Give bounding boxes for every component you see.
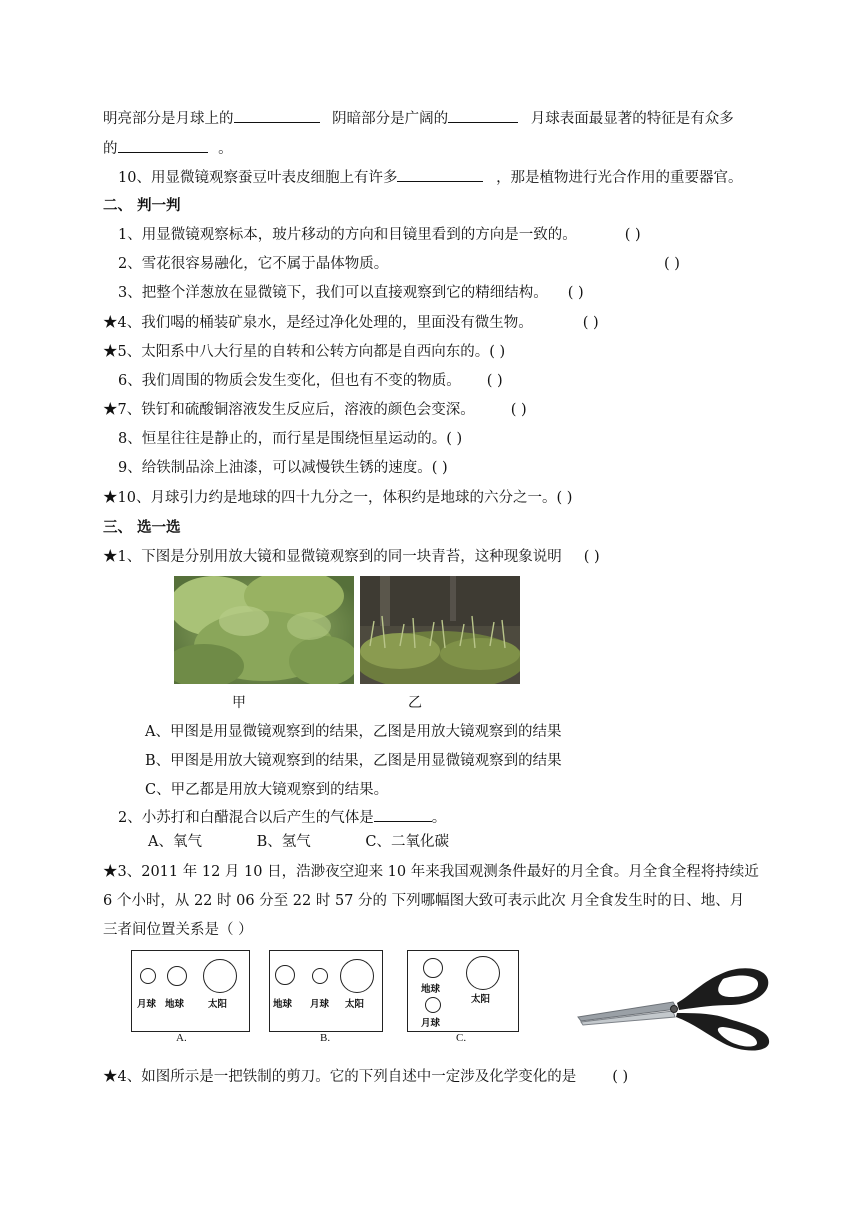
judge-item-6: 6、我们周围的物质会发生变化，但也有不变的物质。 ( ) bbox=[118, 373, 503, 389]
diagram-label: 月球 bbox=[421, 1018, 441, 1029]
photo-caption-jia: 甲 bbox=[232, 695, 246, 711]
photo-caption-yi: 乙 bbox=[408, 695, 422, 711]
choice-question-2: 2、小苏打和白醋混合以后产生的气体是 。 bbox=[118, 806, 446, 828]
section-heading-choose: 三、 选一选 bbox=[103, 519, 181, 536]
judge-item-4: ★4、我们喝的桶装矿泉水，是经过净化处理的，里面没有微生物。 ( ) bbox=[103, 315, 599, 331]
diagram-label: 月球 bbox=[137, 999, 157, 1010]
answer-blank[interactable] bbox=[448, 107, 518, 123]
diagram-a[interactable] bbox=[131, 950, 250, 1032]
moon-circle bbox=[312, 968, 328, 984]
diagram-label: 地球 bbox=[165, 999, 185, 1010]
answer-paren[interactable]: ( ) bbox=[486, 373, 503, 389]
answer-blank[interactable] bbox=[234, 107, 320, 123]
q2-option-a[interactable]: A、氧气 bbox=[148, 834, 202, 850]
q2-option-c[interactable]: C、二氧化碳 bbox=[365, 834, 449, 850]
choice-question-1: ★1、下图是分别用放大镜和显微镜观察到的同一块青苔，这种现象说明 ( ) bbox=[103, 549, 600, 565]
diagram-label: 地球 bbox=[421, 984, 441, 995]
section-heading-judge: 二、 判一判 bbox=[103, 197, 181, 214]
answer-paren[interactable]: ( ) bbox=[624, 227, 641, 243]
choice-option-c[interactable]: C、甲乙都是用放大镜观察到的结果。 bbox=[145, 782, 389, 798]
diagram-label: 太阳 bbox=[471, 994, 491, 1005]
answer-paren[interactable]: ( ) bbox=[664, 256, 680, 272]
judge-item-9: 9、给铁制品涂上油漆，可以减慢铁生锈的速度。( ) bbox=[118, 460, 448, 476]
earth-circle bbox=[275, 965, 295, 985]
q3-line-3: 三者间位置关系是（ ） bbox=[103, 922, 253, 938]
answer-paren[interactable]: ( ) bbox=[612, 1069, 629, 1085]
diagram-c[interactable] bbox=[407, 950, 519, 1032]
moss-magnifier-photo bbox=[174, 576, 354, 684]
q2-option-b[interactable]: B、氢气 bbox=[256, 834, 311, 850]
diagram-c-caption: C. bbox=[456, 1032, 467, 1044]
diagram-b[interactable] bbox=[269, 950, 383, 1032]
diagram-label: 太阳 bbox=[345, 999, 365, 1010]
judge-item-1: 1、用显微镜观察标本，玻片移动的方向和目镜里看到的方向是一致的。 ( ) bbox=[118, 227, 641, 243]
fill-question-10: 10、用显微镜观察蚕豆叶表皮细胞上有许多 ，那是植物进行光合作用的重要器官。 bbox=[118, 166, 743, 188]
fill-line-2: 的 。 bbox=[103, 137, 233, 159]
judge-item-2: 2、雪花很容易融化，它不属于晶体物质。 ( ) bbox=[118, 256, 680, 272]
diagram-a-caption: A. bbox=[176, 1032, 187, 1044]
moon-circle bbox=[425, 997, 441, 1013]
earth-circle bbox=[167, 966, 187, 986]
q3-line-2: 6 个小时，从 22 时 06 分至 22 时 57 分的 下列哪幅图大致可表示此次 月全食发生时的日、地、月 bbox=[103, 893, 745, 909]
answer-blank[interactable] bbox=[374, 806, 432, 822]
fill-line-1: 明亮部分是月球上的 阴暗部分是广阔的 月球表面最显著的特征是有众多 bbox=[103, 107, 734, 129]
judge-item-10: ★10、月球引力约是地球的四十九分之一，体积约是地球的六分之一。( ) bbox=[103, 490, 573, 506]
moon-circle bbox=[140, 968, 156, 984]
judge-item-7: ★7、铁钉和硫酸铜溶液发生反应后，溶液的颜色会变深。 ( ) bbox=[103, 402, 527, 418]
q2-options bbox=[148, 832, 449, 852]
diagram-label: 月球 bbox=[310, 999, 330, 1010]
diagram-b-caption: B. bbox=[320, 1032, 331, 1044]
diagram-label: 太阳 bbox=[208, 999, 228, 1010]
diagram-label: 地球 bbox=[273, 999, 293, 1010]
sun-circle bbox=[340, 959, 374, 993]
judge-item-5: ★5、太阳系中八大行星的自转和公转方向都是自西向东的。( ) bbox=[103, 344, 506, 360]
sun-circle bbox=[466, 956, 500, 990]
scissors-illustration bbox=[573, 955, 778, 1055]
answer-paren[interactable]: ( ) bbox=[583, 549, 600, 565]
judge-item-3: 3、把整个洋葱放在显微镜下，我们可以直接观察到它的精细结构。 ( ) bbox=[118, 285, 584, 301]
choice-option-a[interactable]: A、甲图是用显微镜观察到的结果，乙图是用放大镜观察到的结果 bbox=[145, 724, 562, 740]
sun-circle bbox=[203, 959, 237, 993]
answer-paren[interactable]: ( ) bbox=[510, 402, 527, 418]
answer-paren[interactable]: ( ) bbox=[567, 285, 584, 301]
answer-blank[interactable] bbox=[397, 166, 483, 182]
answer-blank[interactable] bbox=[118, 137, 208, 153]
moss-microscope-photo bbox=[360, 576, 520, 684]
answer-paren[interactable]: ( ) bbox=[582, 315, 599, 331]
choice-question-4: ★4、如图所示是一把铁制的剪刀。它的下列自述中一定涉及化学变化的是 ( ) bbox=[103, 1069, 629, 1085]
q3-line-1: ★3、2011 年 12 月 10 日，浩渺夜空迎来 10 年来我国观测条件最好的月全食。月全食全程将持续近 bbox=[103, 864, 759, 880]
judge-item-8: 8、恒星往往是静止的，而行星是围绕恒星运动的。( ) bbox=[118, 431, 463, 447]
choice-option-b[interactable]: B、甲图是用放大镜观察到的结果，乙图是用显微镜观察到的结果 bbox=[145, 753, 562, 769]
earth-circle bbox=[423, 958, 443, 978]
